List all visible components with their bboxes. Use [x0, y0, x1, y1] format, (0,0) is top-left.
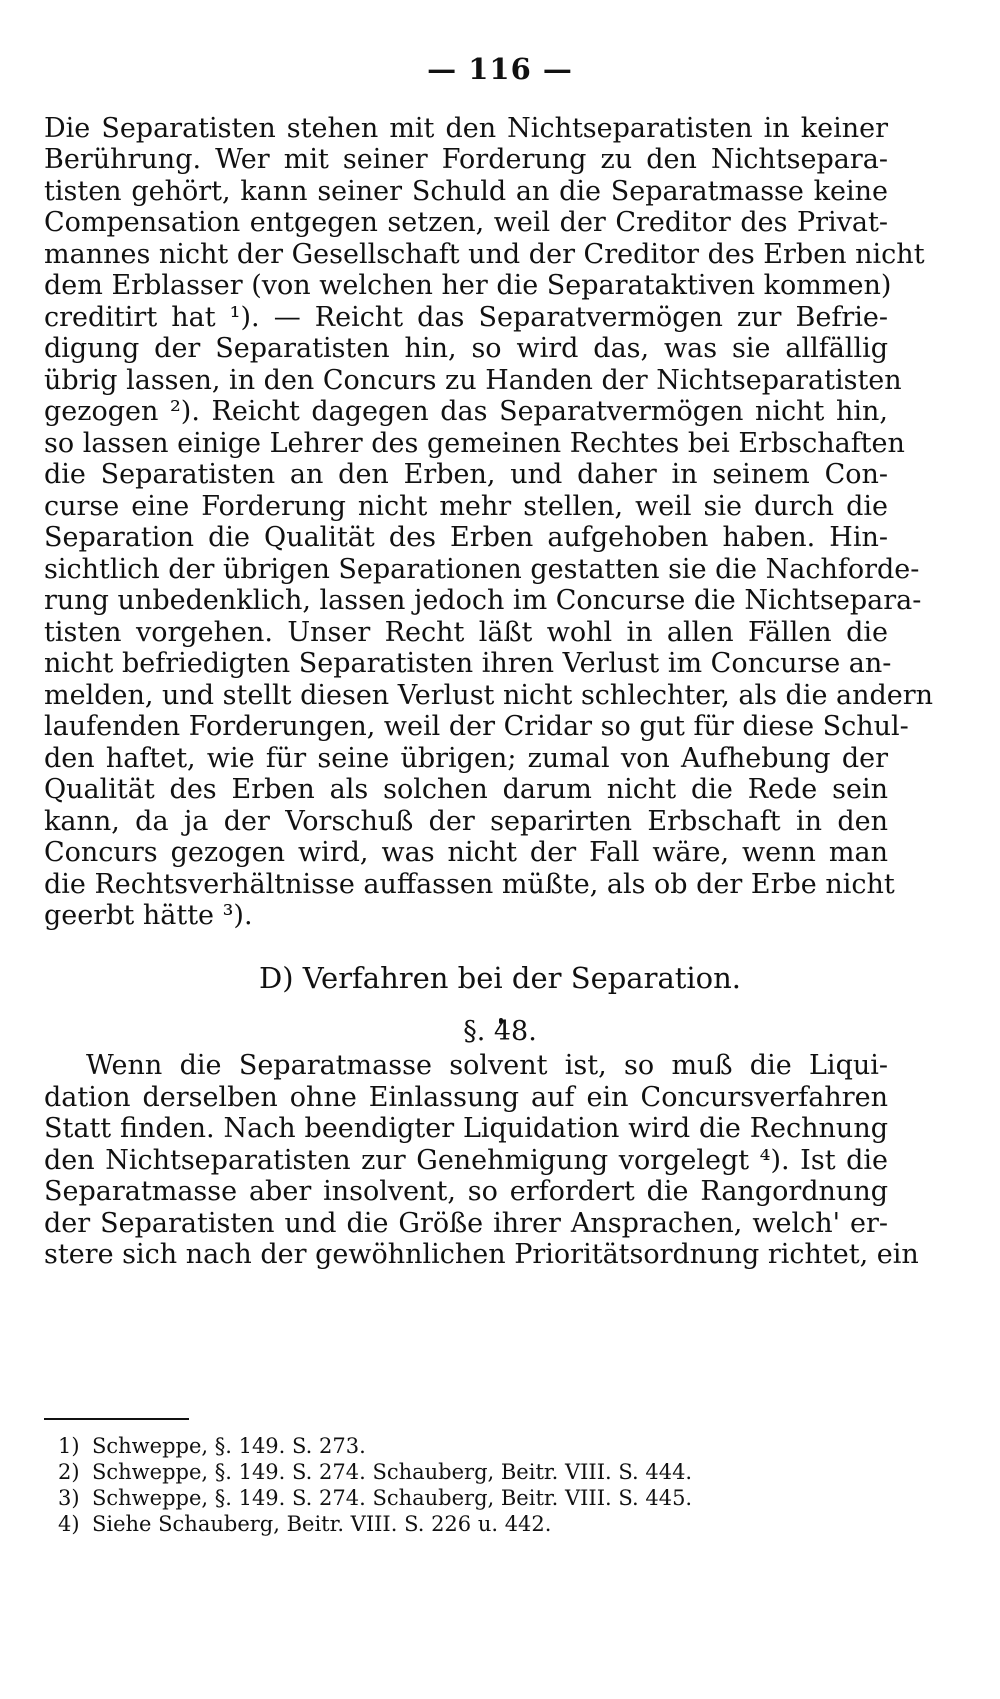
text-line: tisten vorgehen. Unser Recht läßt wohl in allen Fällen die	[44, 617, 888, 648]
text-line: mannes nicht der Gesellschaft und der Creditor des Erben nicht	[44, 239, 925, 270]
page-number: — 116 —	[427, 52, 573, 86]
text-line: so lassen einige Lehrer des gemeinen Rechtes bei Erbschaften	[44, 428, 905, 459]
text-line: Berührung. Wer mit seiner Forderung zu den Nichtsepara-	[44, 144, 888, 175]
footnote-text: Siehe Schauberg, Beitr. VIII. S. 226 u. 442.	[92, 1512, 552, 1536]
footnote	[58, 1433, 366, 1459]
text-line: den haftet, wie für seine übrigen; zumal von Aufhebung der	[44, 743, 888, 774]
text-line: melden, und stellt diesen Verlust nicht schlechter, als die andern	[44, 680, 934, 711]
text-line: der Separatisten und die Größe ihrer Ansprachen, welch' er-	[44, 1208, 888, 1239]
footnote-number: 2)	[58, 1460, 80, 1484]
text-line: laufenden Forderungen, weil der Cridar so gut für diese Schul-	[44, 711, 909, 742]
text-line: creditirt hat ¹). — Reicht das Separatvermögen zur Befrie-	[44, 302, 888, 333]
text-line: curse eine Forderung nicht mehr stellen, weil sie durch die	[44, 491, 888, 522]
text-line: Separation die Qualität des Erben aufgehoben haben. Hin-	[44, 522, 888, 553]
text-line: geerbt hätte ³).	[44, 900, 253, 931]
text-line: Separatmasse aber insolvent, so erfordert die Rangordnung	[44, 1176, 888, 1207]
footnote-text: Schweppe, §. 149. S. 273.	[92, 1434, 366, 1458]
section-heading: D) Verfahren bei der Separation.	[258, 961, 742, 995]
footnote-number: 1)	[58, 1434, 80, 1458]
text-line: Die Separatisten stehen mit den Nichtseparatisten in keiner	[44, 113, 888, 144]
text-line: stere sich nach der gewöhnlichen Prioritätsordnung richtet, ein	[44, 1239, 919, 1270]
footnote-text: Schweppe, §. 149. S. 274. Schauberg, Beitr. VIII. S. 444.	[92, 1460, 693, 1484]
text-line: sichtlich der übrigen Separationen gestatten sie die Nachforde-	[44, 554, 920, 585]
text-line: die Rechtsverhältnisse auffassen müßte, als ob der Erbe nicht	[44, 869, 895, 900]
text-line: gezogen ²). Reicht dagegen das Separatvermögen nicht hin,	[44, 396, 888, 427]
text-line: den Nichtseparatisten zur Genehmigung vorgelegt ⁴). Ist die	[44, 1145, 888, 1176]
footnote-rule	[44, 1418, 189, 1420]
text-line: Concurs gezogen wird, was nicht der Fall wäre, wenn man	[44, 837, 888, 868]
text-line: Qualität des Erben als solchen darum nicht die Rede sein	[44, 774, 888, 805]
text-line: die Separatisten an den Erben, und daher in seinem Con-	[44, 459, 888, 490]
footnote	[58, 1459, 692, 1485]
text-line: dem Erblasser (von welchen her die Separataktiven kommen)	[44, 270, 892, 301]
text-line: rung unbedenklich, lassen jedoch im Concurse die Nichtsepara-	[44, 585, 922, 616]
text-line: Wenn die Separatmasse solvent ist, so muß die Liqui-	[86, 1050, 888, 1081]
footnote	[58, 1511, 551, 1537]
text-line: digung der Separatisten hin, so wird das, was sie allfällig	[44, 333, 888, 364]
footnote-text: Schweppe, §. 149. S. 274. Schauberg, Beitr. VIII. S. 445.	[92, 1486, 693, 1510]
text-line: übrig lassen, in den Concurs zu Handen der Nichtseparatisten	[44, 365, 902, 396]
text-line: dation derselben ohne Einlassung auf ein Concursverfahren	[44, 1082, 888, 1113]
footnote-number: 4)	[58, 1512, 80, 1536]
footnote-number: 3)	[58, 1486, 80, 1510]
text-line: nicht befriedigten Separatisten ihren Verlust im Concurse an-	[44, 648, 892, 679]
text-line: tisten gehört, kann seiner Schuld an die Separatmasse keine	[44, 176, 888, 207]
text-line: kann, da ja der Vorschuß der separirten Erbschaft in den	[44, 806, 888, 837]
footnote	[58, 1485, 692, 1511]
text-line: Statt finden. Nach beendigter Liquidation wird die Rechnung	[44, 1113, 888, 1144]
paragraph-mark: §. 48.	[463, 1016, 537, 1047]
text-line: Compensation entgegen setzen, weil der Creditor des Privat-	[44, 207, 888, 238]
